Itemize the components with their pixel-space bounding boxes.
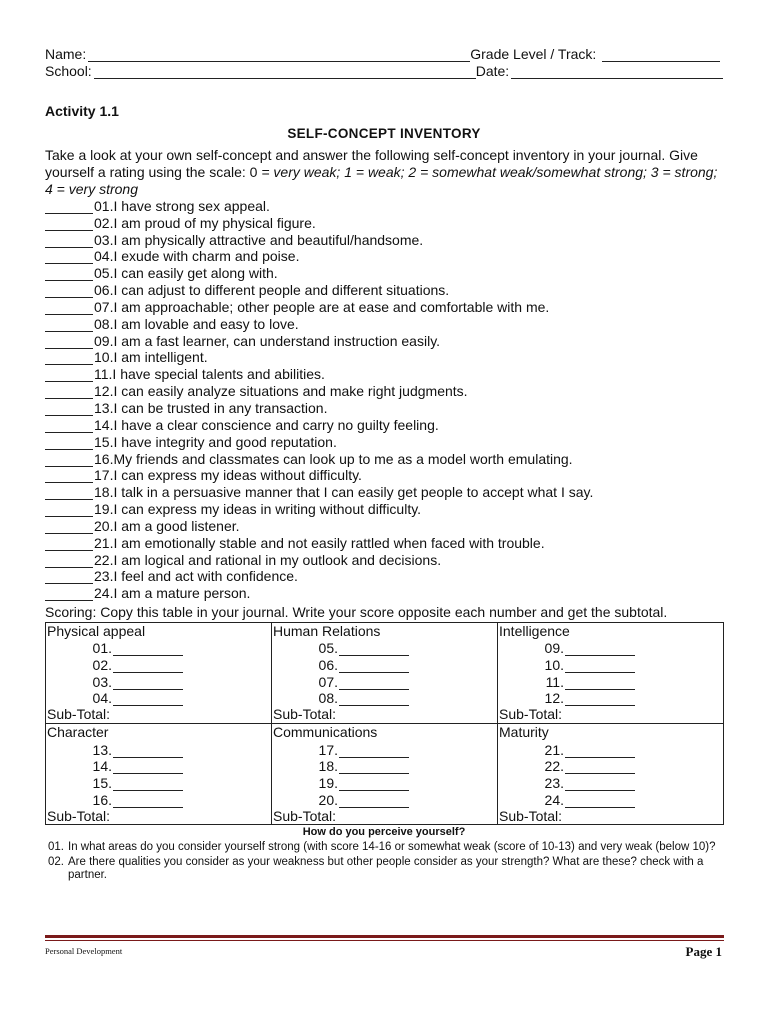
rating-blank[interactable] <box>45 469 93 483</box>
score-blank[interactable] <box>565 676 635 690</box>
item-text: 12.I can easily analyze situations and make right judgments. <box>94 383 468 400</box>
item-text: 05.I can easily get along with. <box>94 265 278 282</box>
list-item <box>45 264 735 281</box>
subtotal-label: Sub-Total: <box>273 807 337 824</box>
category-name: Character <box>47 724 109 741</box>
item-text: 17.I can express my ideas without difficulty. <box>94 467 362 484</box>
rating-blank[interactable] <box>45 419 93 433</box>
score-blank[interactable] <box>565 744 635 758</box>
subtotal-label: Sub-Total: <box>499 706 563 723</box>
rating-blank[interactable] <box>45 486 93 500</box>
question-text: In what areas do you consider yourself strong (with score 14-16 or somewhat weak (score of 10-13) and very weak (below 10)? <box>68 841 716 853</box>
item-text: 01.I have strong sex appeal. <box>94 197 270 214</box>
score-line <box>46 673 271 690</box>
list-item <box>45 584 735 601</box>
list-item <box>45 483 735 500</box>
score-number: 17. <box>318 741 338 758</box>
score-line <box>46 640 271 657</box>
rating-blank[interactable] <box>45 587 93 601</box>
list-item <box>45 298 735 315</box>
category-cell <box>272 724 498 825</box>
rating-blank[interactable] <box>45 267 93 281</box>
rating-blank[interactable] <box>45 436 93 450</box>
score-line <box>46 758 271 775</box>
score-line <box>498 758 723 775</box>
score-number: 10. <box>544 657 564 674</box>
footer-rule-thin <box>45 940 724 941</box>
instructions-text: Take a look at your own self-concept and answer the following self-concept inventory in your journal. Give yourself a rating using the scale: 0 <box>45 147 698 180</box>
rating-blank[interactable] <box>45 217 93 231</box>
rating-blank[interactable] <box>45 301 93 315</box>
rating-blank[interactable] <box>45 537 93 551</box>
category-cell <box>272 623 498 724</box>
rating-blank[interactable] <box>45 503 93 517</box>
item-text: 03.I am physically attractive and beautiful/handsome. <box>94 231 424 248</box>
question-number: 02. <box>48 855 64 868</box>
list-item <box>45 332 735 349</box>
list-item <box>45 214 735 231</box>
score-blank[interactable] <box>339 794 409 808</box>
rating-blank[interactable] <box>45 520 93 534</box>
grade-label: Grade Level / Track: <box>470 46 597 62</box>
list-item <box>45 568 735 585</box>
score-blank[interactable] <box>565 794 635 808</box>
score-number: 02. <box>92 657 112 674</box>
score-line <box>46 741 271 758</box>
subtotal-label: Sub-Total: <box>47 706 111 723</box>
score-blank[interactable] <box>113 794 183 808</box>
score-line <box>272 673 497 690</box>
score-blank[interactable] <box>113 659 183 673</box>
item-text: 07.I am approachable; other people are at ease and comfortable with me. <box>94 298 550 315</box>
item-text: 04.I exude with charm and poise. <box>94 248 300 265</box>
item-text: 09.I am a fast learner, can understand instruction easily. <box>94 332 441 349</box>
activity-heading: Activity 1.1 <box>45 103 119 119</box>
score-blank[interactable] <box>113 760 183 774</box>
item-text: 15.I have integrity and good reputation. <box>94 433 337 450</box>
list-item <box>45 534 735 551</box>
score-blank[interactable] <box>565 642 635 656</box>
category-name: Communications <box>273 724 378 741</box>
list-item <box>45 197 735 214</box>
list-item <box>45 281 735 298</box>
item-text: 20.I am a good listener. <box>94 517 240 534</box>
category-cell <box>498 724 724 825</box>
item-text: 22.I am logical and rational in my outlook and decisions. <box>94 551 442 568</box>
score-blank[interactable] <box>113 777 183 791</box>
score-number: 13. <box>92 741 112 758</box>
item-text: 16.My friends and classmates can look up to me as a model worth emulating. <box>94 450 573 467</box>
score-number: 16. <box>92 791 112 808</box>
score-line <box>498 673 723 690</box>
rating-blank[interactable] <box>45 554 93 568</box>
subtotal-label: Sub-Total: <box>499 807 563 824</box>
score-line <box>272 758 497 775</box>
item-text: 06.I can adjust to different people and different situations. <box>94 282 450 299</box>
score-line <box>272 690 497 707</box>
score-number: 09. <box>544 640 564 657</box>
question-number: 01. <box>48 841 64 853</box>
question-item <box>48 856 728 883</box>
score-blank[interactable] <box>565 760 635 774</box>
score-number: 21. <box>544 741 564 758</box>
grade-field[interactable] <box>602 46 720 62</box>
score-blank[interactable] <box>565 692 635 706</box>
list-item <box>45 551 735 568</box>
score-number: 08. <box>318 690 338 707</box>
instructions-scale: = very weak; 1 = weak; 2 = somewhat weak/somewhat strong; 3 = strong; 4 = very strong <box>45 164 718 197</box>
reflection-questions <box>48 841 728 884</box>
score-line <box>46 690 271 707</box>
score-blank[interactable] <box>339 642 409 656</box>
score-blank[interactable] <box>339 760 409 774</box>
score-line <box>498 774 723 791</box>
score-number: 12. <box>544 690 564 707</box>
score-line <box>498 791 723 808</box>
score-number: 19. <box>318 774 338 791</box>
subtotal-label: Sub-Total: <box>273 706 337 723</box>
rating-blank[interactable] <box>45 250 93 264</box>
question-item <box>48 841 728 855</box>
item-text: 21.I am emotionally stable and not easily rattled when faced with trouble. <box>94 534 545 551</box>
score-blank[interactable] <box>113 642 183 656</box>
rating-blank[interactable] <box>45 385 93 399</box>
name-field[interactable] <box>88 46 470 62</box>
rating-blank[interactable] <box>45 284 93 298</box>
score-line <box>498 690 723 707</box>
score-number: 15. <box>92 774 112 791</box>
rating-blank[interactable] <box>45 200 93 214</box>
score-number: 05. <box>318 640 338 657</box>
perceive-heading: How do you perceive yourself? <box>302 826 466 838</box>
list-item <box>45 433 735 450</box>
category-name: Maturity <box>499 724 549 741</box>
inventory-list <box>45 197 735 601</box>
footer-subject: Personal Development <box>45 946 123 956</box>
subtotal-label: Sub-Total: <box>47 807 111 824</box>
score-number: 11. <box>545 673 564 690</box>
scoring-table <box>45 622 724 825</box>
score-line <box>272 774 497 791</box>
score-line <box>498 640 723 657</box>
score-number: 24. <box>544 791 564 808</box>
score-blank[interactable] <box>565 659 635 673</box>
item-text: 18.I talk in a persuasive manner that I can easily get people to accept what I say. <box>94 484 594 501</box>
list-item <box>45 416 735 433</box>
rating-blank[interactable] <box>45 234 93 248</box>
rating-blank[interactable] <box>45 318 93 332</box>
list-item <box>45 450 735 467</box>
score-blank[interactable] <box>339 744 409 758</box>
score-number: 14. <box>92 758 112 775</box>
category-cell <box>46 623 272 724</box>
score-line <box>272 640 497 657</box>
name-label: Name: <box>45 46 87 62</box>
score-number: 18. <box>318 758 338 775</box>
date-label: Date: <box>475 63 510 79</box>
list-item <box>45 517 735 534</box>
rating-blank[interactable] <box>45 402 93 416</box>
score-line <box>272 656 497 673</box>
score-line <box>46 656 271 673</box>
table-row <box>46 724 724 825</box>
school-label: School: <box>45 63 92 79</box>
list-item <box>45 399 735 416</box>
score-number: 06. <box>318 657 338 674</box>
score-number: 22. <box>544 758 564 775</box>
item-text: 23.I feel and act with confidence. <box>94 568 298 585</box>
score-blank[interactable] <box>113 676 183 690</box>
score-blank[interactable] <box>113 744 183 758</box>
list-item <box>45 467 735 484</box>
item-text: 11.I have special talents and abilities. <box>94 366 325 383</box>
date-field[interactable] <box>511 63 723 79</box>
score-blank[interactable] <box>339 777 409 791</box>
item-text: 08.I am lovable and easy to love. <box>94 315 299 332</box>
score-line <box>46 774 271 791</box>
score-blank[interactable] <box>565 777 635 791</box>
category-name: Physical appeal <box>47 623 146 639</box>
score-line <box>272 791 497 808</box>
school-field[interactable] <box>94 63 476 79</box>
score-number: 01. <box>92 640 112 657</box>
rating-blank[interactable] <box>45 335 93 349</box>
item-text: 14.I have a clear conscience and carry no guilty feeling. <box>94 416 439 433</box>
rating-blank[interactable] <box>45 570 93 584</box>
footer-rule-thick <box>45 935 724 938</box>
category-cell <box>46 724 272 825</box>
list-item <box>45 248 735 265</box>
list-item <box>45 365 735 382</box>
score-blank[interactable] <box>339 692 409 706</box>
score-blank[interactable] <box>339 659 409 673</box>
list-item <box>45 315 735 332</box>
question-text: Are there qualities you consider as your weakness but other people consider as your strength? What are these? check with a partner. <box>68 855 704 881</box>
score-number: 03. <box>92 673 112 690</box>
list-item <box>45 382 735 399</box>
score-number: 07. <box>318 673 338 690</box>
rating-blank[interactable] <box>45 351 93 365</box>
scoring-instructions: Scoring: Copy this table in your journal. Write your score opposite each number and get the subtotal. <box>45 604 668 620</box>
item-text: 02.I am proud of my physical figure. <box>94 214 316 231</box>
score-blank[interactable] <box>339 676 409 690</box>
category-name: Human Relations <box>273 623 381 639</box>
item-text: 19.I can express my ideas in writing without difficulty. <box>94 501 422 518</box>
header-row-1 <box>45 46 720 62</box>
category-name: Intelligence <box>499 623 570 639</box>
score-line <box>498 656 723 673</box>
item-text: 10.I am intelligent. <box>94 349 208 366</box>
item-text: 13.I can be trusted in any transaction. <box>94 399 328 416</box>
rating-blank[interactable] <box>45 453 93 467</box>
page-title: SELF-CONCEPT INVENTORY <box>287 126 481 141</box>
category-cell <box>498 623 724 724</box>
list-item <box>45 231 735 248</box>
rating-blank[interactable] <box>45 368 93 382</box>
page-number: Page 1 <box>685 944 722 959</box>
list-item <box>45 500 735 517</box>
instructions <box>45 147 725 198</box>
item-text: 24.I am a mature person. <box>94 585 251 602</box>
score-number: 20. <box>318 791 338 808</box>
score-number: 04. <box>92 690 112 707</box>
score-line <box>272 741 497 758</box>
score-line <box>46 791 271 808</box>
score-number: 23. <box>544 774 564 791</box>
list-item <box>45 349 735 366</box>
score-line <box>498 741 723 758</box>
header-row-2 <box>45 63 723 79</box>
table-row <box>46 623 724 724</box>
score-blank[interactable] <box>113 692 183 706</box>
